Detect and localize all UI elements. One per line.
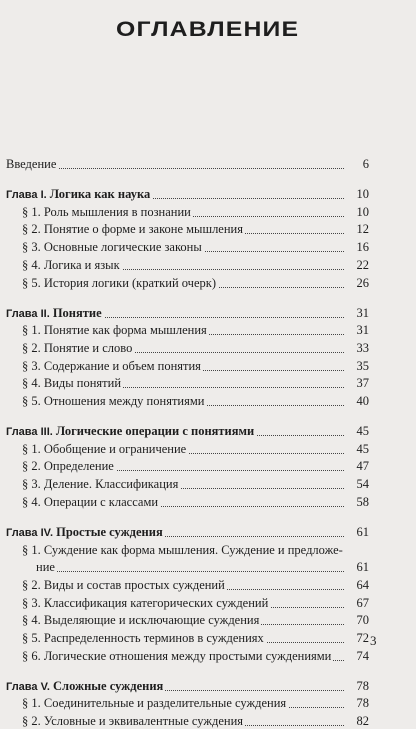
chapter-label: Глава V. [6,680,50,693]
entry-title: § 1. Суждение как форма мышления. Суждение и предложе- [22,542,343,557]
entry-title: ние [36,560,55,575]
toc-chapter-entry [0,524,416,540]
entry-page-number: 37 [354,375,370,391]
entry-title: § 4. Логика и язык [22,257,120,272]
leader-dots [26,152,344,169]
page-number: 3 [370,633,377,648]
entry-title: § 3. Содержание и объем понятия [22,358,201,373]
entry-title: § 4. Виды понятий [22,376,122,391]
entry-page-number: 45 [354,423,370,439]
chapter-label: Глава I. [6,189,47,201]
chapter-label: Глава III. [6,426,53,438]
entry-title: § 2. Понятие о форме и законе мышления [22,222,243,237]
entry-page-number: 31 [354,305,370,321]
entry-title: § 3. Основные логические законы [22,240,202,255]
entry-title: § 2. Условные и эквивалентные суждения [22,714,244,729]
toc-section-entry [0,275,416,291]
entry-page-number: 47 [354,458,370,474]
entry-title: Введение [6,157,57,171]
chapter-label: Глава IV. [6,526,54,539]
toc-section-entry [0,494,416,510]
entry-page-number: 26 [354,275,370,291]
entry-page-number: 74 [354,648,370,664]
entry-page-number: 82 [354,713,370,729]
entry-title: § 4. Операции с классами [22,494,159,509]
chapter-title: Сложные суждения [53,678,164,693]
entry-title: § 2. Виды и состав простых суждений [22,577,225,592]
chapter-title: Логика как наука [49,187,151,201]
entry-page-number: 22 [354,257,370,273]
entry-page-number: 61 [354,524,370,540]
entry-title: § 1. Роль мышления в познании [22,204,191,219]
entry-title: § 1. Понятие как форма мышления [22,323,207,338]
toc-section-entry [0,713,416,729]
chapter-title: Простые суждения [56,524,163,539]
entry-page-number: 54 [354,476,370,492]
page-title-text: ОГЛАВЛЕНИЕ [116,18,300,41]
entry-page-number: 10 [354,186,370,202]
entry-page-number: 33 [354,340,370,356]
entry-page-number: 6 [360,156,369,172]
entry-page-number: 10 [354,204,370,220]
entry-page-number: 78 [354,695,370,711]
entry-page-number: 12 [354,221,370,237]
entry-page-number: 61 [354,559,370,575]
chapter-title: Логические операции с понятиями [55,424,255,438]
entry-title: § 6. Логические отношения между простыми суждениями [22,648,332,663]
chapter-label: Глава II. [6,307,50,320]
leader-dots [56,555,344,572]
entry-title: § 2. Понятие и слово [22,340,133,355]
toc-intro-entry [0,156,416,172]
entry-title: § 1. Обобщение и ограничение [22,441,187,456]
entry-title: § 1. Соединительные и разделительные суждения [22,696,287,711]
entry-title: § 3. Классификация категорических суждений [22,595,269,610]
entry-page-number: 16 [354,239,370,255]
entry-page-number: 45 [354,441,370,457]
entry-page-number: 58 [354,494,370,510]
entry-title: § 5. Распределенность терминов в суждениях [22,631,264,645]
entry-title: § 4. Выделяющие и исключающие суждения [22,613,260,628]
entry-title: § 3. Деление. Классификация [22,477,179,492]
entry-page-number: 72 [354,630,370,646]
entry-page-number: 64 [354,577,370,593]
chapter-heading [6,524,165,541]
entry-page-number: 31 [354,322,370,338]
chapter-title: Понятие [52,305,102,320]
toc-section-entry [0,648,416,664]
entry-title: § 5. Отношения между понятиями [22,394,205,408]
entry-page-number: 70 [354,612,370,628]
entry-title: § 2. Определение [22,459,114,474]
toc-section-entry [0,393,416,409]
entry-page-number: 35 [354,358,370,374]
entry-page-number: 67 [354,595,370,611]
entry-title: § 5. История логики (краткий очерк) [22,275,217,290]
entry-page-number: 78 [354,678,370,694]
entry-page-number: 40 [354,393,370,409]
